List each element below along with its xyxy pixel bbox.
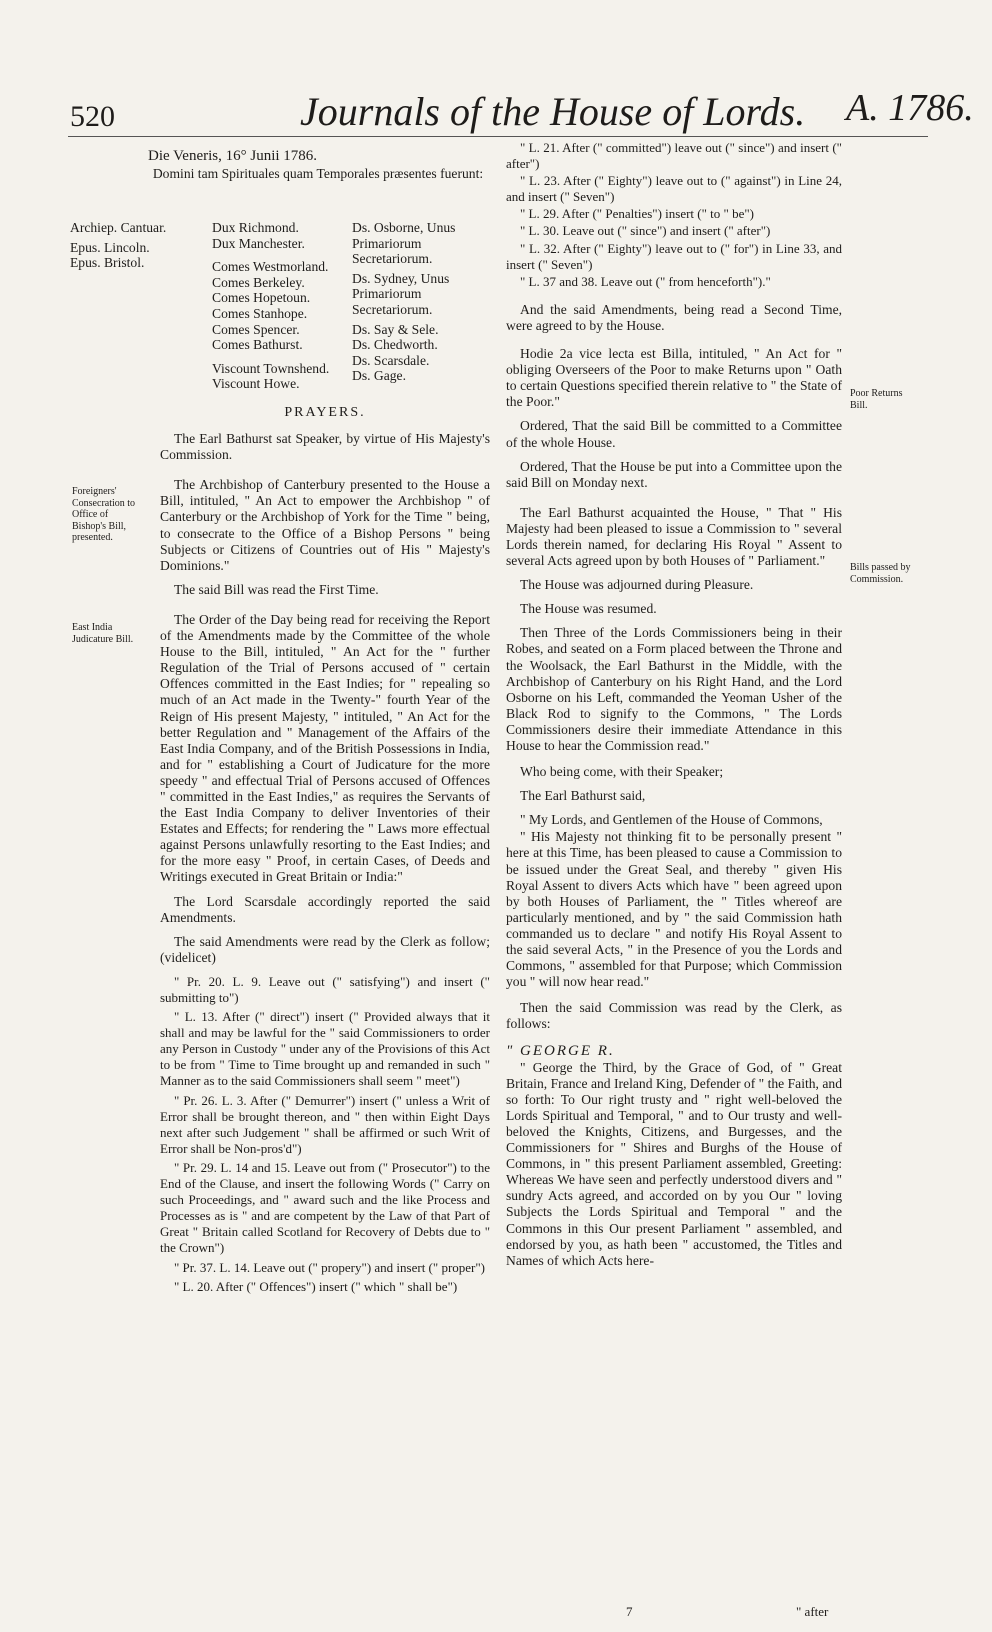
attendance-name: Comes Berkeley. xyxy=(212,274,305,290)
amendments-agreed: And the said Amendments, being read a Second Time, were agreed to by the House. xyxy=(506,301,842,333)
commons-arrival: Who being come, with their Speaker; xyxy=(520,764,724,780)
order-of-day: The Order of the Day being read for receiving the Report of the Amendments made by the Committee of the whole House to the Bill, intituled, " An Act for the " further Regulation of the Trial of Persons accused of " certain Offences committed in the East Indies; for " repealing so much of an Act made in the Twenty-" fourth Year of the Reign of His present Majesty, " intituled, " An Act for the better Regulation and " Management of the Affairs of the East India Company, and of the British Possessions in India, and for " establishing a Court of Judicature for the more speedy " and effectual Trial of Persons accused of Offences " committed in the East Indies," as requires the Servants of the East India Company to deliver Inventories of their Estates and Effects; for rendering the " Laws more effectual against Persons unlawfully resorting to the East Indies; and for the more easy " Proof, in certain Cases, of Deeds and Writings executed in Great Britain or India:" xyxy=(160,611,490,885)
amendment-item: " Pr. 20. L. 9. Leave out (" satisfying") and insert (" submitting to") xyxy=(160,973,490,1005)
signature-mark: 7 xyxy=(626,1604,633,1619)
attendance-name: Ds. Sydney, Unus Primariorum Secretariorum. xyxy=(352,270,450,317)
poor-bill-second-reading: Hodie 2a vice lecta est Billa, intituled, " An Act for " obliging Overseers of the Poor to make Returns upon " Oath to certain Questions specified therein relative to " the State of the Poor." xyxy=(506,346,842,410)
amendment-item: " Pr. 37. L. 14. Leave out (" propery") and insert (" proper") xyxy=(174,1259,486,1275)
george-heading: " GEORGE R. xyxy=(506,1042,615,1059)
read-by-clerk: The said Amendments were read by the Clerk as follow; (videlicet) xyxy=(160,933,490,965)
attendance-name: Comes Stanhope. xyxy=(212,305,308,321)
attendance-name: Ds. Say & Sele. xyxy=(352,321,439,337)
attendance-name: Viscount Townshend. xyxy=(212,360,330,376)
attendance-name: Comes Westmorland. xyxy=(212,259,329,275)
house-resumed: The House was resumed. xyxy=(520,601,657,617)
amendment-item: " L. 13. After (" direct") insert (" Provided always that it shall and may be lawful for the " said Commissioners to order any Person in Custody " under any of the Provisions of this Act to be from " Time to Time brought up and remanded in such " Manner as to the said Commissioners shall seem " meet") xyxy=(160,1009,490,1089)
margin-note-eastindia: East India Judicature Bill. xyxy=(72,622,134,645)
attendance-barons xyxy=(352,220,482,384)
journal-title: Journals of the House of Lords. xyxy=(300,89,806,134)
speech-address: " My Lords, and Gentlemen of the House of Commons, xyxy=(520,812,823,828)
amendment-item: " L. 21. After (" committed") leave out (" since") and insert (" after") xyxy=(506,140,842,172)
left-column xyxy=(160,405,490,1295)
attendance-name: Ds. Scarsdale. xyxy=(352,352,430,368)
scarsdale-report: The Lord Scarsdale accordingly reported the said Amendments. xyxy=(160,893,490,925)
speaker-entry: The Earl Bathurst sat Speaker, by virtue of His Majesty's Commission. xyxy=(160,431,490,463)
attendance-name: Comes Hopetoun. xyxy=(212,290,311,306)
first-reading: The said Bill was read the First Time. xyxy=(174,581,379,597)
session-date: Die Veneris, 16° Junii 1786. xyxy=(148,148,318,164)
house-adjourned: The House was adjourned during Pleasure. xyxy=(520,577,754,593)
session-heading xyxy=(148,146,488,182)
commission-text: " George the Third, by the Grace of God, of " Great Britain, France and Ireland King, Defender of " the Faith, and so forth: To Our right trusty and " right well-beloved the Lords Spiritual and Temporal, " and to Our trusty and well-beloved the Knights, Citizens, and Burgesses, and the Commissioners for " Shires and Burghs of the House of Commons, in " this present Parliament assembled, Greeting: Whereas We have seen and perfectly understood divers and " sundry Acts agreed, and accorded on by you Our " loving Subjects the Lords Spiritual and Temporal " and the Commons in this Our present Parliament " assembled, and endorsed by you, as hath been " accustomed, the Titles and Names of which Acts here- xyxy=(506,1059,842,1268)
speech-body: " His Majesty not thinking fit to be personally present " here at this Time, has been pleased to cause a Commission to be issued under the Great Seal, and thereby " given His Royal Assent to divers Acts which have " been agreed upon by both Houses of Parliament, the " Titles whereof are particularly mentioned, and by " the said Commission hath commanded us to declare " and notify His Royal Assent to the said several Acts, " in the Presence of you the Lords and Commons, " assembled for that Purpose; which Commission you " will now hear read." xyxy=(506,829,842,990)
order-committee-monday: Ordered, That the House be put into a Committee upon the said Bill on Monday next. xyxy=(506,458,842,490)
amendment-item: " L. 29. After (" Penalties") insert (" to " be") xyxy=(520,206,755,222)
attendance-name: Comes Bathurst. xyxy=(212,337,303,353)
margin-note-foreigners: Foreigners' Consecration to Office of Bishop's Bill, presented. xyxy=(72,486,136,543)
margin-note-poor: Poor Returns Bill. xyxy=(850,388,903,411)
earl-said: The Earl Bathurst said, xyxy=(520,788,646,804)
journal-year: A. 1786. xyxy=(846,87,974,129)
attendance-spiritual xyxy=(70,220,200,271)
page-number: 520 xyxy=(70,100,115,133)
right-column xyxy=(506,140,842,1269)
lords-commissioners-entry: Then Three of the Lords Commissioners being in their Robes, and seated on a Form placed between the Throne and the Woolsack, the Earl Bathurst in the Middle, with the Archbishop of Canterbury on his Right Hand, and the Lord Osborne on his Left, commanded the Yeoman Usher of the Black Rod to signify to the Commons, " The Lords Commissioners desire their immediate Attendance in this House to hear the Commission read." xyxy=(506,625,842,753)
amendment-item: " L. 23. After (" Eighty") leave out to (" against") in Line 24, and insert (" Seven") xyxy=(506,173,842,205)
margin-note-bills: Bills passed by Commission. xyxy=(850,562,911,585)
attendance-temporal xyxy=(212,220,347,392)
attendance-name: Dux Richmond. xyxy=(212,220,299,235)
attendance-name: Epus. Lincoln. xyxy=(70,239,150,255)
prayers-heading: PRAYERS. xyxy=(284,405,366,420)
attendance-name: Archiep. Cantuar. xyxy=(70,220,167,235)
attendance-name: Comes Spencer. xyxy=(212,321,300,337)
attendance-name: Ds. Osborne, Unus Primariorum Secretariorum. xyxy=(352,220,456,267)
attendance-name: Ds. Chedworth. xyxy=(352,337,438,353)
attendance-name: Ds. Gage. xyxy=(352,368,406,384)
attendance-name: Dux Manchester. xyxy=(212,235,305,251)
archbishop-entry: The Archbishop of Canterbury presented to the House a Bill, intituled, " An Act to empower the Archbishop " of Canterbury or the Archbishop of York for the Time " being, to consecrate to the Office of a Bishop Persons " being Subjects or Citizens of Countries out of His " Majesty's Dominions." xyxy=(160,477,490,573)
present-line: Domini tam Spirituales quam Temporales præsentes fuerunt: xyxy=(152,166,484,181)
amendment-item: " Pr. 26. L. 3. After (" Demurrer") insert (" unless a Writ of Error shall be brought thereon, and " then within Eight Days next after such Judgement " shall be affirmed or such Writ of Error shall be Non-pros'd") xyxy=(160,1092,490,1156)
amendment-item: " L. 20. After (" Offences") insert (" which " shall be") xyxy=(174,1278,458,1294)
order-committed: Ordered, That the said Bill be committed to a Committee of the whole House. xyxy=(506,418,842,450)
catchword: " after xyxy=(796,1604,829,1619)
header-rule xyxy=(68,136,928,137)
attendance-name: Epus. Bristol. xyxy=(70,255,145,271)
attendance-name: Viscount Howe. xyxy=(212,376,300,392)
amendment-item: " Pr. 29. L. 14 and 15. Leave out from (" Prosecutor") to the End of the Clause, and insert the following Words (" Carry on such Proceedings, and " award such and the like Process and Processes as is " and are competent by the Law of that Part of Great " Britain called Scotland for Recovery of Debts due to " the Crown") xyxy=(160,1159,490,1256)
amendment-item: " L. 30. Leave out (" since") and insert (" after") xyxy=(520,223,771,239)
amendment-item: " L. 32. After (" Eighty") leave out to (" for") in Line 33, and insert (" Seven") xyxy=(506,240,842,272)
commission-read: Then the said Commission was read by the Clerk, as follows: xyxy=(506,1000,842,1032)
amendment-item: " L. 37 and 38. Leave out (" from henceforth")." xyxy=(520,273,771,289)
commission-announcement: The Earl Bathurst acquainted the House, " That " His Majesty had been pleased to issue a Commission to " several Lords therein named, for declaring His Royal " Assent to several Acts agreed upon by both Houses of " Parliament." xyxy=(506,504,842,569)
